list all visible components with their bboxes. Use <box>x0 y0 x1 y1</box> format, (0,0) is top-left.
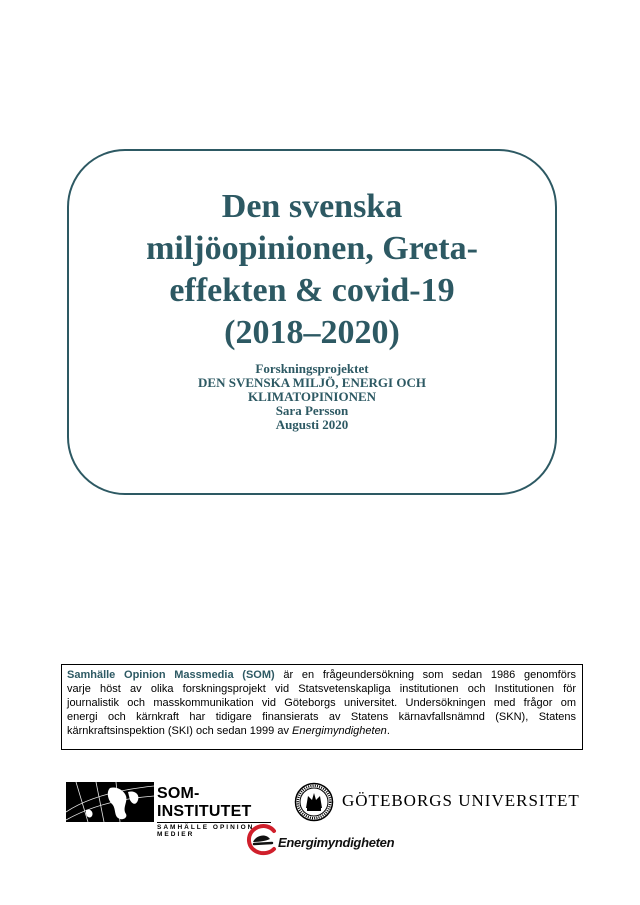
info-box <box>61 664 583 750</box>
author: Sara Persson <box>275 403 349 418</box>
info-line: journalistik och masskommunikation vid Göteborgs universitet. Undersökningen med frågor om <box>67 697 576 709</box>
energimyndigheten-logo <box>246 823 406 857</box>
info-line <box>67 724 576 738</box>
info-text: är en frågeundersökning som sedan 1986 genomförs <box>274 669 576 681</box>
publication-date: Augusti 2020 <box>275 417 349 432</box>
project-label: Forskningsprojektet <box>255 361 369 376</box>
info-line <box>67 668 576 682</box>
project-name-line: KLIMATOPINIONEN <box>247 389 377 404</box>
info-text: . <box>386 725 390 737</box>
university-seal-icon <box>294 782 334 822</box>
title-line: effekten & covid-19 <box>169 272 455 309</box>
info-text: kärnkraftsinspektion (SKI) och sedan 1999 av <box>67 725 293 737</box>
title-line: (2018–2020) <box>224 314 400 351</box>
som-tagline: SAMHÄLLE OPINION MEDIER <box>157 822 271 838</box>
project-name-line: DEN SVENSKA MILJÖ, ENERGI OCH <box>198 375 426 390</box>
em-name: Energimyndigheten <box>278 835 395 850</box>
energy-swirl-icon <box>246 823 280 857</box>
goteborgs-universitet-logo <box>294 782 580 822</box>
info-line: energi och kärnkraft har tidigare finansierats av Statens kärnavfallsnämnd (SKN), Statens <box>67 711 576 723</box>
document-meta <box>67 362 557 432</box>
som-name: SOM-INSTITUTET <box>157 785 252 820</box>
info-line: varje höst av olika forskningsprojekt vid Statsvetenskapliga institutionen och Institutionen för <box>67 683 576 695</box>
info-brand: Samhälle Opinion Massmedia (SOM) <box>67 669 275 681</box>
gu-name: GÖTEBORGS UNIVERSITET <box>342 791 580 810</box>
som-map-logo-icon <box>66 782 154 822</box>
document-title <box>67 186 557 354</box>
title-line: miljöopinionen, Greta- <box>146 230 478 267</box>
info-emphasis: Energimyndigheten <box>292 725 387 737</box>
title-line: Den svenska <box>221 188 403 225</box>
som-institutet-logo <box>66 782 271 838</box>
